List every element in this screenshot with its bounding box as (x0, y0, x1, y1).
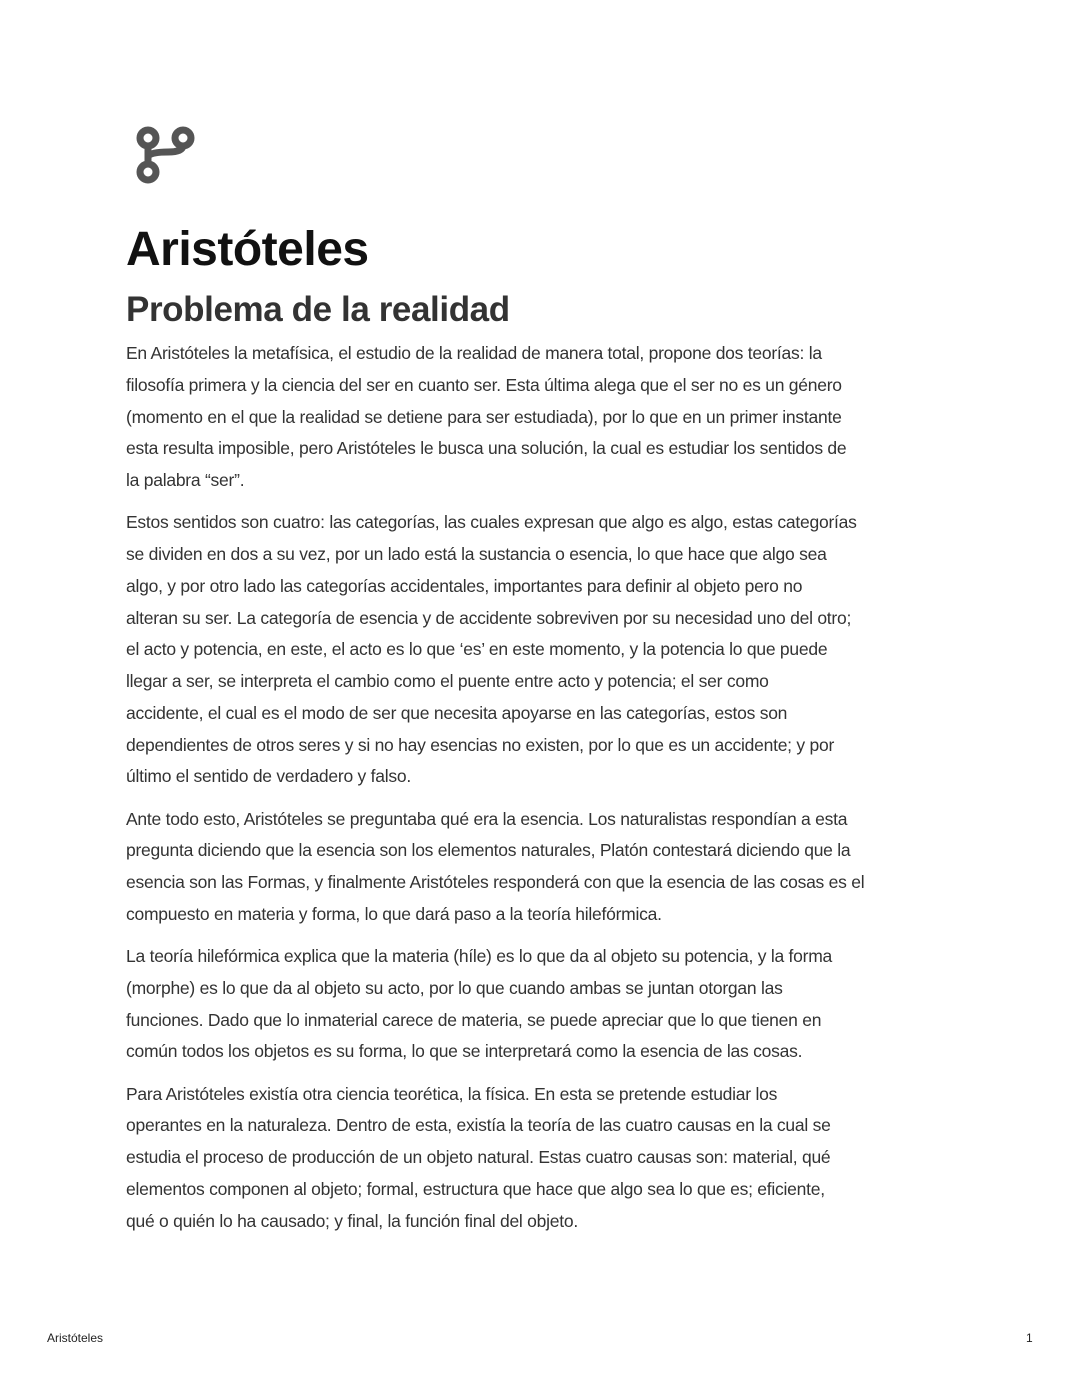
text-line: elementos componen al objeto; formal, estructura que hace que algo sea lo que es; eficiente, (126, 1178, 825, 1199)
text-line: alteran su ser. La categoría de esencia y de accidente sobreviven por su necesidad uno del otro; (126, 607, 852, 628)
text-line: La teoría hilefórmica explica que la materia (híle) es lo que da al objeto su potencia, y la forma (126, 946, 833, 966)
text-line: dependientes de otros seres y si no hay esencias no existen, por lo que es un accidente; y por (126, 734, 835, 755)
text-line: En Aristóteles la metafísica, el estudio de la realidad de manera total, propone dos teorías: la (126, 343, 822, 363)
text-line: algo, y por otro lado las categorías accidentales, importantes para definir al objeto pero no (126, 575, 803, 596)
text-line: común todos los objetos es su forma, lo que se interpretará como la esencia de las cosas. (126, 1041, 803, 1062)
paragraph (126, 941, 966, 1068)
text-line: pregunta diciendo que la esencia son los elementos naturales, Platón contestará diciendo que la (126, 840, 851, 861)
text-line: Ante todo esto, Aristóteles se preguntaba qué era la esencia. Los naturalistas respondían a esta (126, 808, 848, 829)
text-line: filosofía primera y la ciencia del ser en cuanto ser. Esta última alega que el ser no es un género (126, 374, 842, 395)
paragraph (126, 1079, 966, 1238)
text-line: (momento en el que la realidad se detiene para ser estudiada), por lo que en un primer instante (126, 406, 842, 427)
paragraph (126, 507, 966, 793)
paragraph (126, 804, 966, 931)
text-line: esencia son las Formas, y finalmente Aristóteles responderá con que la esencia de las cosas es el (126, 872, 865, 892)
branch-icon (134, 126, 196, 186)
text-line: qué o quién lo ha causado; y final, la función final del objeto. (126, 1210, 578, 1231)
text-line: el acto y potencia, en este, el acto es lo que ‘es’ en este momento, y la potencia lo que puede (126, 639, 828, 660)
paragraph (126, 338, 966, 497)
text-line: Estos sentidos son cuatro: las categorías, las cuales expresan que algo es algo, estas categorías (126, 512, 857, 533)
text-line: funciones. Dado que lo inmaterial carece de materia, se puede apreciar que lo que tienen en (126, 1009, 822, 1030)
text-line: accidente, el cual es el modo de ser que necesita apoyarse en las categorías, estos son (126, 702, 788, 723)
text-line: llegar a ser, se interpreta el cambio como el puente entre acto y potencia; el ser como (126, 671, 769, 691)
text-line: se dividen en dos a su vez, por un lado está la sustancia o esencia, lo que hace que algo sea (126, 544, 827, 564)
text-line: estudia el proceso de producción de un objeto natural. Estas cuatro causas son: material, qué (126, 1147, 831, 1167)
text-line: esta resulta imposible, pero Aristóteles le busca una solución, la cual es estudiar los sentidos de (126, 438, 847, 459)
page-number: 1 (1026, 1331, 1033, 1345)
text-line: último el sentido de verdadero y falso. (126, 766, 411, 787)
text-line: compuesto en materia y forma, lo que dará paso a la teoría hilefórmica. (126, 903, 662, 924)
section-heading: Problema de la realidad (126, 290, 510, 329)
text-line: Para Aristóteles existía otra ciencia teorética, la física. En esta se pretende estudiar los (126, 1083, 778, 1104)
footer-title: Aristóteles (47, 1331, 104, 1345)
text-line: (morphe) es lo que da al objeto su acto, por lo que cuando ambas se juntan otorgan las (126, 977, 783, 998)
document-body (126, 338, 966, 1248)
text-line: la palabra “ser”. (126, 470, 245, 490)
document-title: Aristóteles (126, 223, 369, 276)
text-line: operantes en la naturaleza. Dentro de esta, existía la teoría de las cuatro causas en la cual se (126, 1115, 831, 1136)
